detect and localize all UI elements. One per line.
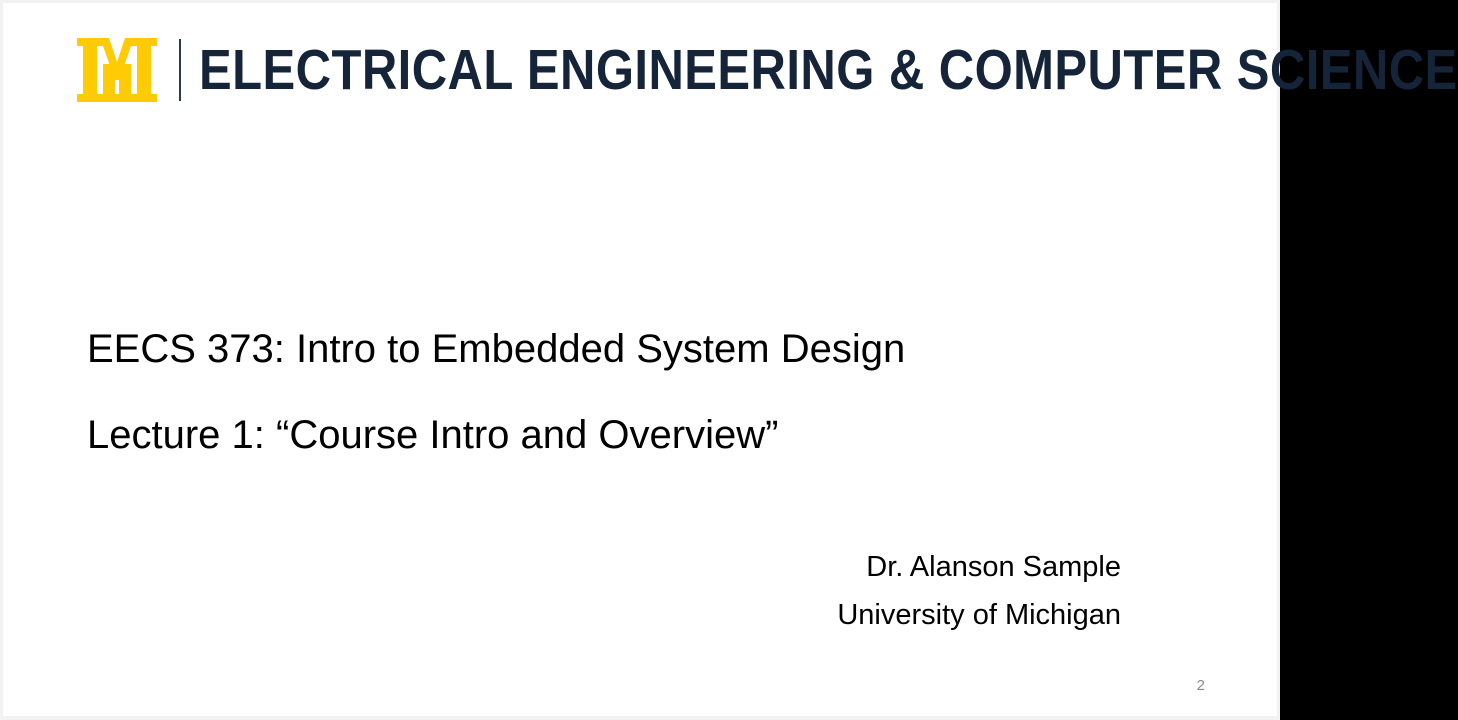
slide-page-number: 2: [1196, 677, 1205, 694]
course-title-line: EECS 373: Intro to Embedded System Design: [87, 327, 906, 371]
block-m-logo-icon: [75, 36, 159, 104]
presenter-name: Dr. Alanson Sample: [866, 551, 1121, 583]
presenter-affiliation: University of Michigan: [837, 598, 1121, 631]
byline-block: [837, 544, 1121, 640]
brand-header: [3, 25, 1458, 115]
brand-divider: [179, 39, 181, 101]
title-spacer: [87, 370, 1187, 414]
lecture-title-line: Lecture 1: “Course Intro and Overview”: [87, 413, 779, 457]
title-block: [87, 328, 1187, 456]
department-title: ELECTRICAL ENGINEERING & COMPUTER SCIENCE: [199, 37, 1458, 102]
